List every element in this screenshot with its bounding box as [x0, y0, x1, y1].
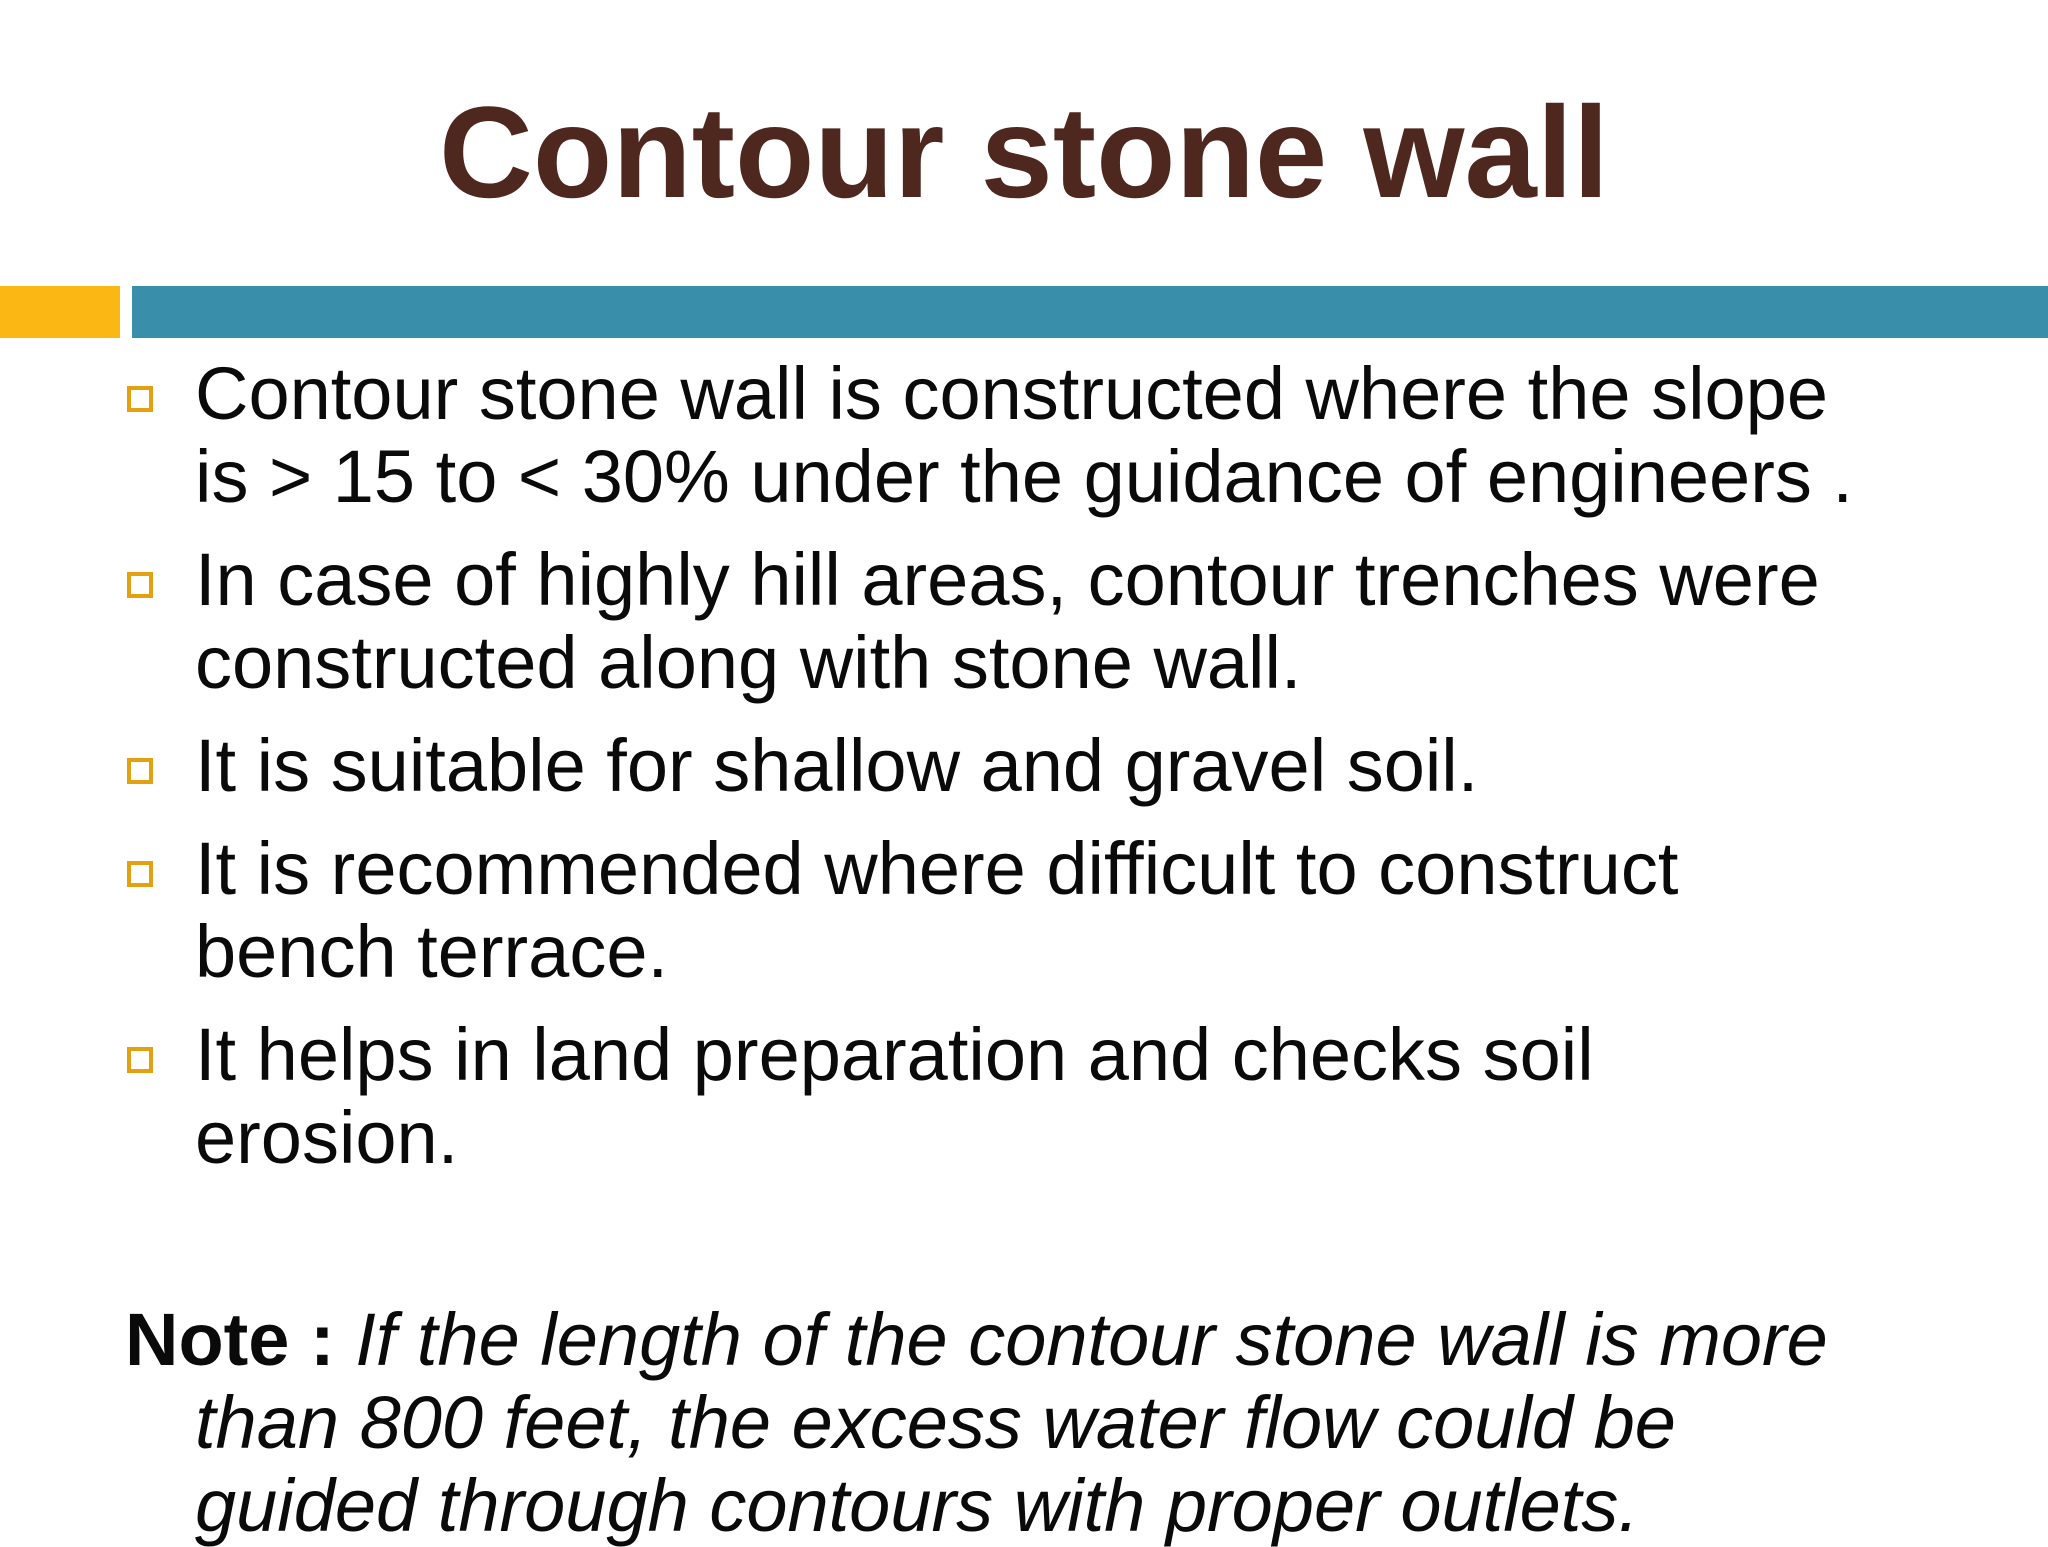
bullet-item: [0, 352, 2048, 518]
note-text-line: than 800 feet, the excess water flow could be: [195, 1381, 1676, 1464]
note-text-line: guided through contours with proper outlets.: [195, 1464, 1639, 1547]
bullet-line: It is suitable for shallow and gravel soil.: [195, 724, 1479, 807]
square-bullet-icon: [127, 758, 153, 784]
square-bullet-icon: [127, 861, 153, 887]
note-text-line: If the length of the contour stone wall is more: [355, 1298, 1828, 1381]
note-block: [125, 1298, 2005, 1547]
square-bullet-icon: [127, 386, 153, 412]
bullet-line: bench terrace.: [195, 910, 669, 993]
accent-bar-orange: [0, 286, 120, 338]
bullet-line: It is recommended where difficult to construct: [195, 827, 1679, 910]
bullet-line: In case of highly hill areas, contour trenches were: [195, 538, 1820, 621]
bullet-line: constructed along with stone wall.: [195, 621, 1302, 704]
slide-title: Contour stone wall: [439, 79, 1609, 225]
bullet-item: [0, 538, 2048, 704]
bullet-item: [0, 724, 2048, 807]
bullet-line: is > 15 to < 30% under the guidance of engineers .: [195, 435, 1853, 518]
note-label: Note :: [125, 1298, 356, 1381]
accent-bar-teal: [132, 286, 2048, 338]
bullet-item: [0, 827, 2048, 993]
bullet-item: [0, 1013, 2048, 1179]
bullet-list: [0, 352, 2048, 1199]
square-bullet-icon: [127, 1047, 153, 1073]
square-bullet-icon: [127, 572, 153, 598]
bullet-line: It helps in land preparation and checks soil: [195, 1013, 1594, 1096]
bullet-line: Contour stone wall is constructed where the slope: [195, 352, 1828, 435]
bullet-line: erosion.: [195, 1096, 459, 1179]
note-first-line: [125, 1298, 2005, 1381]
